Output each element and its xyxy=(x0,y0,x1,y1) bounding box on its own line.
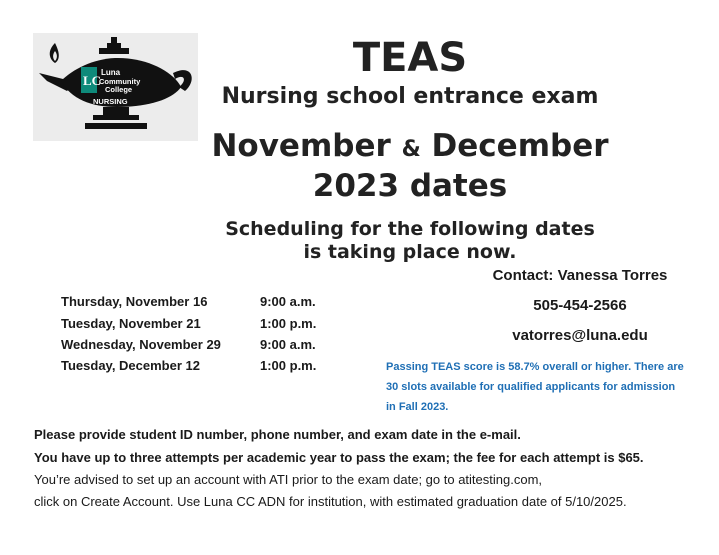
note-line-3: in Fall 2023. xyxy=(386,401,449,413)
schedule-date: Tuesday, December 12 xyxy=(61,358,200,373)
contact-phone: 505-454-2566 xyxy=(533,297,627,314)
schedule-time: 1:00 p.m. xyxy=(260,358,317,373)
instruction-line-1: Please provide student ID number, phone number, and exam date in the e-mail. xyxy=(34,427,521,442)
dates-ampersand: & xyxy=(401,137,421,162)
note-line-2: 30 slots available for qualified applicants for admission xyxy=(386,381,676,393)
schedule-date: Wednesday, November 29 xyxy=(61,337,221,352)
logo-initials: LC xyxy=(83,73,102,88)
page-title: TEAS xyxy=(352,35,468,81)
dates-heading xyxy=(170,128,650,204)
page-subtitle: Nursing school entrance exam xyxy=(221,84,599,109)
schedule-date: Thursday, November 16 xyxy=(61,294,208,309)
dates-month-2: December xyxy=(431,128,609,164)
dates-month-1: November xyxy=(211,128,391,164)
contact-name: Contact: Vanessa Torres xyxy=(492,267,668,284)
schedule-date: Tuesday, November 21 xyxy=(61,316,201,331)
schedule-row xyxy=(61,358,361,379)
scheduling-line-2: is taking place now. xyxy=(303,241,517,263)
schedule-row xyxy=(61,294,361,315)
dates-line-1 xyxy=(170,128,650,168)
instruction-line-4: click on Create Account. Use Luna CC ADN for institution, with estimated graduation date of 5/10/2025. xyxy=(34,494,627,509)
luna-nursing-logo xyxy=(33,33,198,141)
schedule-time: 9:00 a.m. xyxy=(260,337,316,352)
scheduling-heading xyxy=(190,218,630,264)
nursing-lamp-icon xyxy=(33,33,198,141)
instruction-line-3: You’re advised to set up an account with ATI prior to the exam date; go to atitesting.com, xyxy=(34,472,543,487)
dates-line-2: 2023 dates xyxy=(312,168,508,204)
logo-name-3: College xyxy=(105,85,133,94)
note-line-1: Passing TEAS score is 58.7% overall or higher. There are xyxy=(386,361,684,373)
logo-name-1: Luna xyxy=(101,68,121,77)
contact-email: vatorres@luna.edu xyxy=(512,327,648,344)
instruction-line-2: You have up to three attempts per academic year to pass the exam; the fee for each attempt is $65. xyxy=(34,450,644,465)
logo-program: NURSING xyxy=(93,97,128,106)
scheduling-line-1: Scheduling for the following dates xyxy=(225,218,595,240)
passing-score-note xyxy=(386,357,686,417)
schedule-time: 9:00 a.m. xyxy=(260,294,316,309)
schedule-row xyxy=(61,316,361,337)
schedule-row xyxy=(61,337,361,358)
logo-name-2: Community xyxy=(99,77,141,86)
schedule-time: 1:00 p.m. xyxy=(260,316,317,331)
